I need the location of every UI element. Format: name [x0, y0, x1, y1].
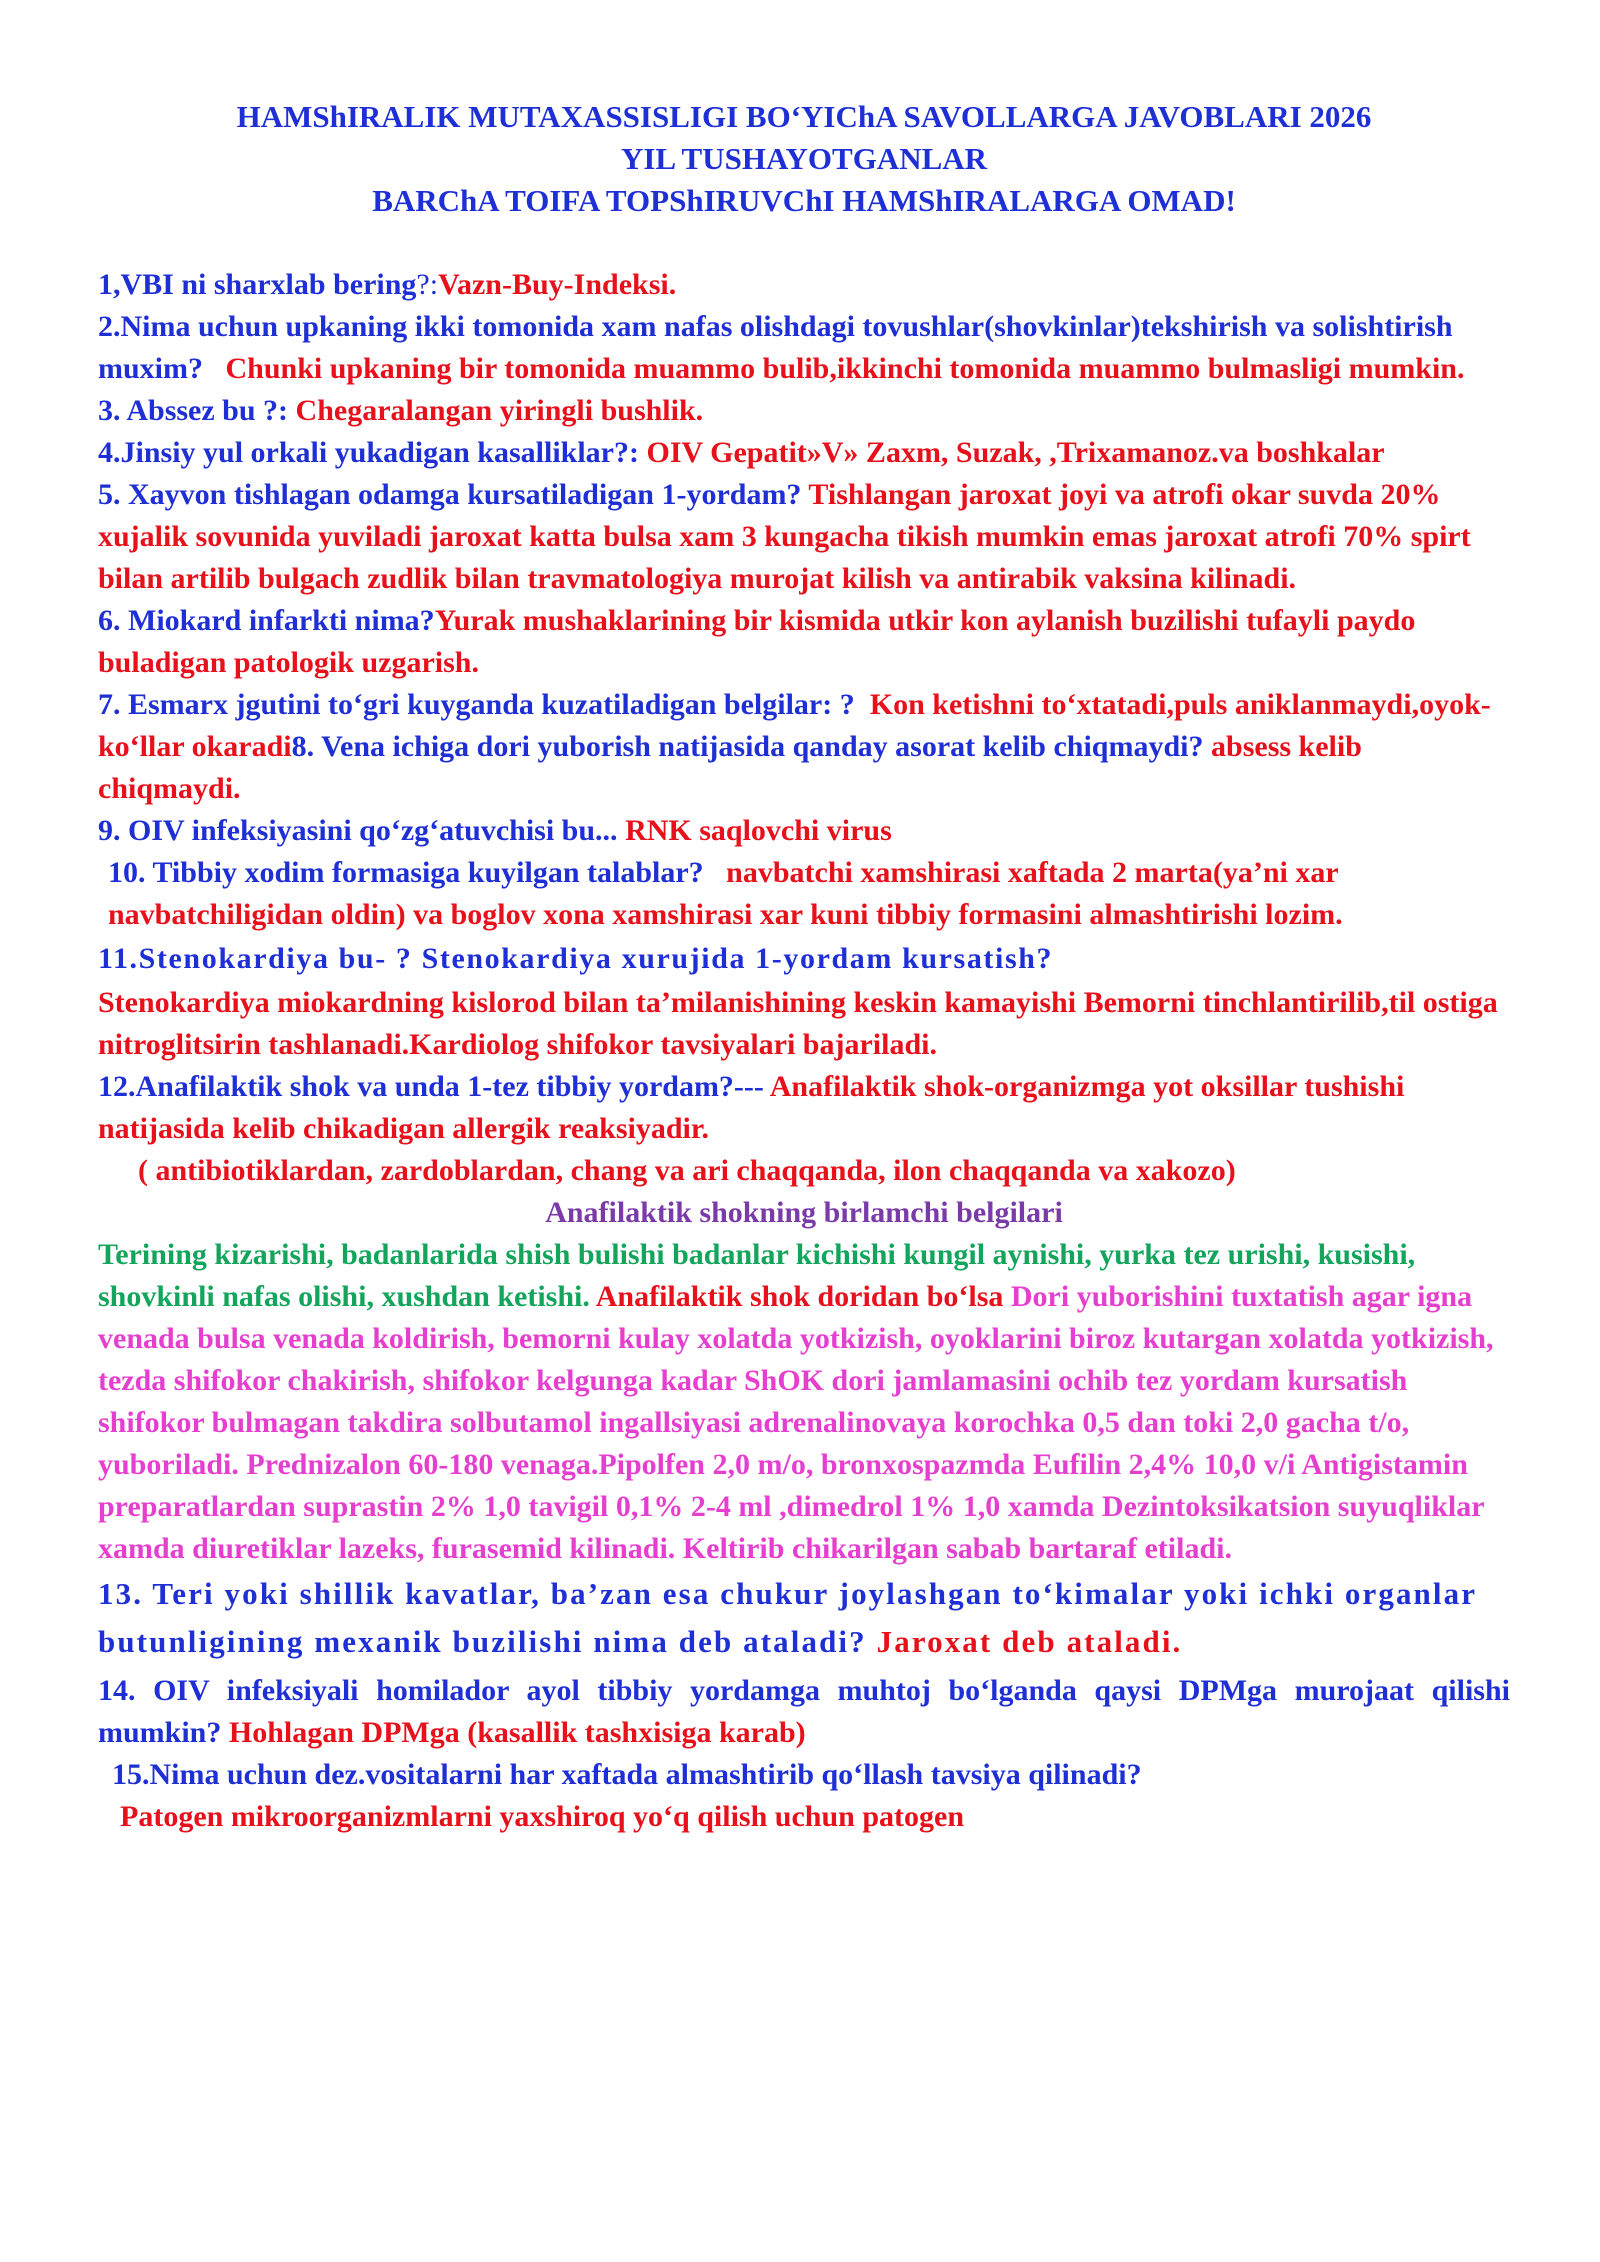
answer-text: navbatchi xamshirasi xaftada 2 marta(ya’ni xar navbatchiligidan oldin) va boglov xona xamshirasi xar kuni tibbiy formasini almashtirishi lozim. [108, 856, 1343, 931]
qa-item-12 [98, 1066, 1510, 1150]
signs-paragraph [98, 1234, 1510, 1570]
answer-text: OIV Gepatit»V» Zaxm, Suzak, ,Trixamanoz.va boshkalar [646, 436, 1385, 469]
qa-item-3 [98, 390, 1510, 432]
title-line-1: HAMShIRALIK MUTAXASSISLIGI BO‘YIChA SAVOLLARGA JAVOBLARI 2026 [236, 99, 1372, 134]
question-text: 5. Xayvon tishlagan odamga kursatiladigan 1-yordam? [98, 478, 802, 511]
qa-item-15-answer [98, 1796, 1510, 1838]
question-text: 8. Vena ichiga dori yuborish natijasida qanday asorat kelib chiqmaydi? [291, 730, 1204, 763]
qa-item-10 [98, 852, 1510, 936]
qa-item-14 [98, 1670, 1510, 1754]
qa-item-13 [98, 1570, 1510, 1666]
signs-heading: Anafilaktik shokning birlamchi belgilari [545, 1196, 1063, 1229]
answer-text: Chunki upkaning bir tomonida muammo bulib,ikkinchi tomonida muammo bulmasligi mumkin. [225, 352, 1465, 385]
qa-item-9 [98, 810, 1510, 852]
qa-item-4 [98, 432, 1510, 474]
qa-item-15-question [98, 1754, 1510, 1796]
question-text: 1,VBI ni sharxlab bering [98, 268, 417, 301]
qa-item-1 [98, 264, 1510, 306]
title-line-2: YIL TUSHAYOTGANLAR [620, 141, 988, 176]
qa-item-6 [98, 600, 1510, 684]
answer-text: Jaroxat deb ataladi. [876, 1624, 1183, 1659]
question-text: 15.Nima uchun dez.vositalarni har xaftada almashtirib qo‘llash tavsiya qilinadi? [112, 1758, 1142, 1791]
blank-line [98, 222, 1510, 264]
qa-item-11-question [98, 936, 1510, 982]
answer-text: Yurak mushaklarining bir kismida utkir kon aylanish buzilishi tufayli paydo buladigan patologik uzgarish. [98, 604, 1416, 679]
title-line-3: BARChA TOIFA TOPShIRUVChI HAMShIRALARGA OMAD! [372, 183, 1236, 218]
question-text: 9. OIV infeksiyasini qo‘zg‘atuvchisi bu... [98, 814, 618, 847]
answer-text: Tishlangan jaroxat joyi va atrofi okar suvda 20% xujalik sovunida yuviladi jaroxat katta bulsa xam 3 kungacha tikish mumkin emas jaroxat atrofi 70% spirt bilan artilib bulgach zudlik bilan travmatologiya murojat kilish va antirabik vaksina kilinadi. [98, 478, 1471, 595]
qa-item-5 [98, 474, 1510, 600]
question-text: 14. OIV infeksiyali homilador ayol tibbiy yordamga muhtoj bo‘lganda qaysi DPMga murojaat qilishi mumkin? [98, 1674, 1510, 1749]
question-text: 11.Stenokardiya bu- ? Stenokardiya xurujida 1-yordam kursatish? [98, 942, 1054, 975]
answer-text: Kon ketishni to‘xtatadi,puls aniklanmaydi,oyok-ko‘llar okaradi [98, 688, 1491, 763]
answer-text: absess kelib chiqmaydi. [98, 730, 1362, 805]
question-text: 2.Nima uchun upkaning ikki tomonida xam nafas olishdagi tovushlar(shovkinlar)tekshirish va solishtirish muxim? [98, 310, 1453, 385]
qa-item-7-8 [98, 684, 1510, 810]
answer-text: RNK saqlovchi virus [625, 814, 892, 847]
document-page [98, 96, 1510, 1838]
question-text: 6. Miokard infarkti nima? [98, 604, 435, 637]
answer-text: Anafilaktik shok-organizmga yot oksillar tushishi natijasida kelib chikadigan allergik reaksiyadir. [98, 1070, 1405, 1145]
question-mark: ?: [416, 268, 439, 301]
qa-item-2 [98, 306, 1510, 390]
signs-text: Terining kizarishi, badanlarida shish bulishi badanlar kichishi kungil aynishi, yurka tez urishi, kusishi, shovkinli nafas olishi, xushdan ketishi. [98, 1238, 1416, 1313]
answer-text: Chegaralangan yiringli bushlik. [295, 394, 704, 427]
anaphylaxis-causes: ( antibiotiklardan, zardoblardan, chang va ari chaqqanda, ilon chaqqanda va xakozo) [138, 1154, 1236, 1187]
question-text: 7. Esmarx jgutini to‘gri kuyganda kuzatiladigan belgilar: ? [98, 688, 855, 721]
treatment-text: Dori yuborishini tuxtatish agar igna venada bulsa venada koldirish, bemorni kulay xolatda yotkizish, oyoklarini biroz kutargan xolatda yotkizish, tezda shifokor chakirish, shifokor kelgunga kadar ShOK dori jamlamasini ochib tez yordam kursatish shifokor bulmagan takdira solbutamol ingallsiyasi adrenalinovaya korochka 0,5 dan toki 2,0 gacha t/o, yuboriladi. Prednizalon 60-180 venaga.Pipolfen 2,0 m/o, bronxospazmda Eufilin 2,4% 10,0 v/i Antigistamin preparatlardan suprastin 2% 1,0 tavigil 0,1% 2-4 ml ,dimedrol 1% 1,0 xamda Dezintoksikatsion suyuqliklar xamda diuretiklar lazeks, furasemid kilinadi. Keltirib chikarilgan sabab bartaraf etiladi. [98, 1280, 1494, 1565]
question-text: 12.Anafilaktik shok va unda 1-tez tibbiy yordam?--- [98, 1070, 764, 1103]
page-title [98, 96, 1510, 222]
answer-text: Hohlagan DPMga (kasallik tashxisiga karab) [228, 1716, 806, 1749]
question-text: 4.Jinsiy yul orkali yukadigan kasalliklar?: [98, 436, 639, 469]
answer-text: Patogen mikroorganizmlarni yaxshiroq yo‘q qilish uchun patogen [120, 1800, 965, 1833]
answer-text: Vazn-Buy-Indeksi. [438, 268, 677, 301]
qa-item-11-answer [98, 982, 1510, 1066]
question-text: 3. Abssez bu ?: [98, 394, 289, 427]
question-text: 10. Tibbiy xodim formasiga kuyilgan talablar? [108, 856, 704, 889]
answer-text: Stenokardiya miokardning kislorod bilan ta’milanishining keskin kamayishi Bemorni tinchlantirilib,til ostiga nitroglitsirin tashlanadi.Kardiolog shifokor tavsiyalari bajariladi. [98, 986, 1498, 1061]
question-text: 13. Teri yoki shillik kavatlar, ba’zan esa chukur joylashgan to‘kimalar yoki ichki organlar butunligining mexanik buzilishi nima deb ataladi? [98, 1576, 1477, 1659]
drug-heading: Anafilaktik shok doridan bo‘lsa [595, 1280, 1004, 1313]
